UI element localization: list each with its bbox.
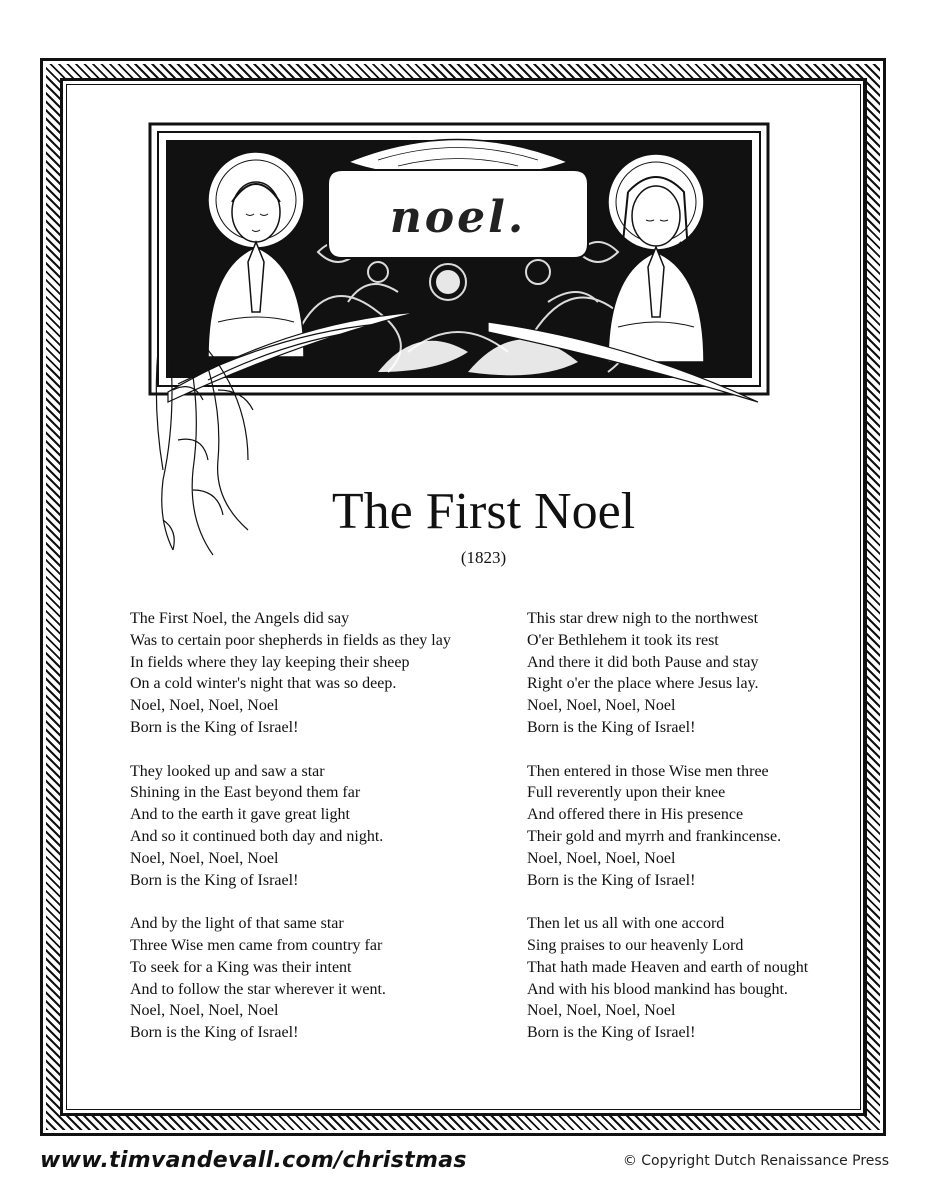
refrain-line: Born is the King of Israel!	[130, 871, 299, 889]
lyric-line: O'er Bethlehem it took its rest	[527, 631, 719, 649]
verse-6	[527, 913, 847, 1044]
lyric-line: That hath made Heaven and earth of nought	[527, 958, 809, 976]
refrain-line: Noel, Noel, Noel, Noel	[130, 697, 279, 715]
lyric-line: The First Noel, the Angels did say	[130, 610, 350, 627]
lyric-line: They looked up and saw a star	[130, 762, 325, 780]
copyright-notice: © Copyright Dutch Renaissance Press	[622, 1153, 889, 1169]
lyric-line: On a cold winter's night that was so deep.	[130, 675, 397, 693]
banner-text: noel.	[389, 192, 527, 243]
verse-3	[130, 913, 510, 1044]
refrain-line: Born is the King of Israel!	[527, 1024, 696, 1042]
verse-2	[130, 761, 510, 892]
lyric-line: This star drew nigh to the northwest	[527, 610, 759, 627]
lyric-line: And offered there in His presence	[527, 806, 744, 824]
lyric-line: To seek for a King was their intent	[130, 958, 352, 976]
refrain-line: Born is the King of Israel!	[130, 1024, 299, 1042]
lyric-line: Was to certain poor shepherds in fields as they lay	[130, 631, 451, 649]
lyric-line: In fields where they lay keeping their sheep	[130, 653, 410, 671]
verse-5	[527, 761, 847, 892]
lyric-line: And there it did both Pause and stay	[527, 653, 759, 671]
verse-1	[130, 608, 510, 739]
lyric-line: And by the light of that same star	[130, 915, 344, 933]
lyric-line: And to the earth it gave great light	[130, 806, 350, 824]
refrain-line: Noel, Noel, Noel, Noel	[527, 697, 676, 715]
lyric-line: Sing praises to our heavenly Lord	[527, 936, 744, 954]
lyric-line: Shining in the East beyond them far	[130, 784, 361, 802]
refrain-line: Born is the King of Israel!	[527, 718, 696, 736]
lyric-line: Their gold and myrrh and frankincense.	[527, 827, 782, 845]
lyric-line: And with his blood mankind has bought.	[527, 980, 788, 998]
lyrics-left-column	[130, 608, 510, 1066]
lyric-line: Full reverently upon their knee	[527, 784, 726, 802]
song-title: The First Noel	[331, 483, 636, 540]
refrain-line: Noel, Noel, Noel, Noel	[527, 849, 676, 867]
refrain-line: Noel, Noel, Noel, Noel	[130, 1002, 279, 1020]
lyric-line: Right o'er the place where Jesus lay.	[527, 675, 759, 693]
lyric-line: And to follow the star wherever it went.	[130, 980, 386, 998]
verse-4	[527, 608, 847, 739]
lyric-line: Then entered in those Wise men three	[527, 762, 769, 780]
refrain-line: Noel, Noel, Noel, Noel	[130, 849, 279, 867]
lyric-line: Then let us all with one accord	[527, 915, 725, 933]
lyrics-right-column	[527, 608, 847, 1066]
song-year: (1823)	[460, 548, 507, 567]
lyric-line: And so it continued both day and night.	[130, 827, 384, 845]
website-link[interactable]: www.timvandevall.com/christmas	[40, 1148, 467, 1173]
refrain-line: Born is the King of Israel!	[130, 718, 299, 736]
noel-banner	[322, 170, 594, 258]
lyric-line: Three Wise men came from country far	[130, 936, 383, 954]
refrain-line: Noel, Noel, Noel, Noel	[527, 1002, 676, 1020]
refrain-line: Born is the King of Israel!	[527, 871, 696, 889]
